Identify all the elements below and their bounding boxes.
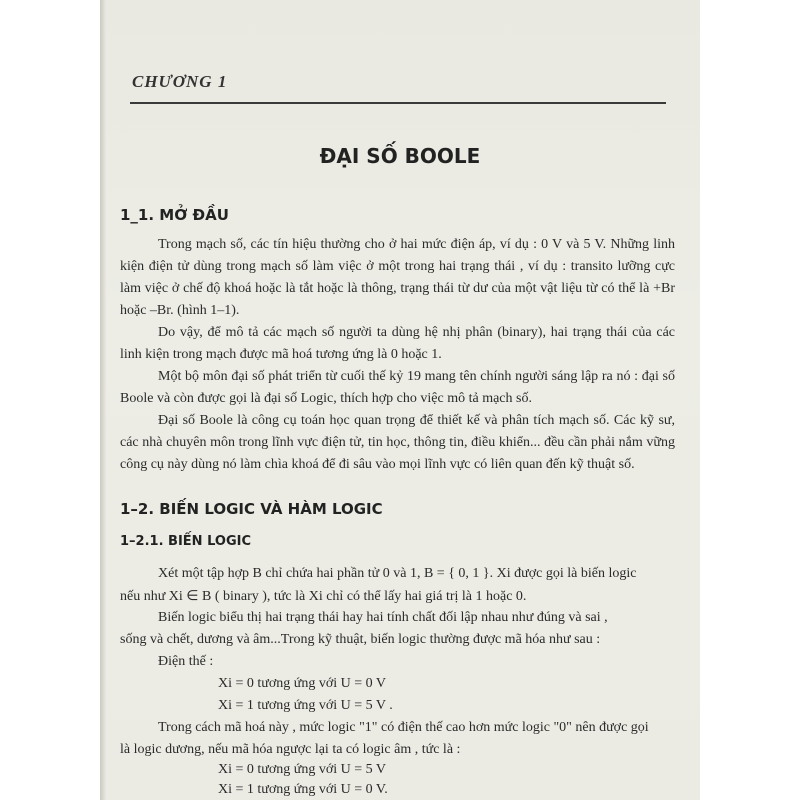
book-page [100,0,700,800]
section-heading-intro: 1_1. MỞ ĐẦU [120,206,229,224]
chapter-divider [130,102,666,104]
paragraph-4-text: Đại số Boole là công cụ toán học quan trọng để thiết kế và phân tích mạch số. Các kỹ sư, các nhà chuyên môn trong lĩnh vực điện tử, tin học, thông tin, điều khiển... đều cần phải nắm vững công cụ này dùng nó làm chìa khoá để đi sâu vào mọi lĩnh vực có liên quan đến kỹ thuật số. [120,413,675,472]
paragraph-1-text: Trong mạch số, các tín hiệu thường cho ở hai mức điện áp, ví dụ : 0 V và 5 V. Những linh kiện điện tử dùng trong mạch số làm việc ở một trong hai trạng thái , ví dụ : transito lưỡng cực làm việc ở chế độ khoá hoặc là tắt hoặc là thông, trạng thái từ dư của một vật liệu từ có thể là +Br hoặc –Br. (hình 1–1). [120,237,675,318]
text-line-1: Xét một tập hợp B chỉ chứa hai phần tử 0 và 1, B = { 0, 1 }. Xi được gọi là biến logic [158,566,637,581]
text-line-5: Điện thế : [158,654,214,669]
paragraph-2-text: Do vậy, để mô tả các mạch số người ta dùng hệ nhị phân (binary), hai trạng thái của các linh kiện trong mạch được mã hoá tương ứng là 0 hoặc 1. [120,325,675,362]
paragraph-3 [120,366,675,410]
chapter-label: CHƯƠNG 1 [132,72,228,91]
text-line-3: Biến logic biểu thị hai trạng thái hay hai tính chất đối lập nhau như đúng và sai , [158,610,608,625]
equation-3: Xi = 0 tương ứng với U = 5 V [218,762,387,777]
paragraph-4 [120,410,675,476]
text-line-7: là logic dương, nếu mã hóa ngược lại ta có logic âm , tức là : [120,742,461,757]
chapter-title: ĐẠI SỐ BOOLE [319,144,481,168]
section-heading-logic: 1–2. BIẾN LOGIC VÀ HÀM LOGIC [120,500,383,518]
equation-1: Xi = 0 tương ứng với U = 0 V [218,676,387,691]
paragraph-2 [120,322,675,366]
page-gutter-shadow [100,0,106,800]
equation-4: Xi = 1 tương ứng với U = 0 V. [218,782,388,797]
text-line-2: nếu như Xi ∈ B ( binary ), tức là Xi chỉ có thể lấy hai giá trị là 1 hoặc 0. [120,589,527,604]
text-line-6: Trong cách mã hoá này , mức logic "1" có điện thế cao hơn mức logic "0" nên được gọi [158,720,649,735]
text-line-4: sống và chết, dương và âm...Trong kỹ thuật, biến logic thường được mã hóa như sau : [120,632,601,647]
subsection-heading-variable: 1–2.1. BIẾN LOGIC [120,534,251,549]
paragraph-1 [120,234,675,322]
equation-2: Xi = 1 tương ứng với U = 5 V . [218,698,393,713]
paragraph-3-text: Một bộ môn đại số phát triển từ cuối thế kỷ 19 mang tên chính người sáng lập ra nó : đại số Boole và còn được gọi là đại số Logic, thích hợp cho việc mô tả mạch số. [120,369,675,406]
